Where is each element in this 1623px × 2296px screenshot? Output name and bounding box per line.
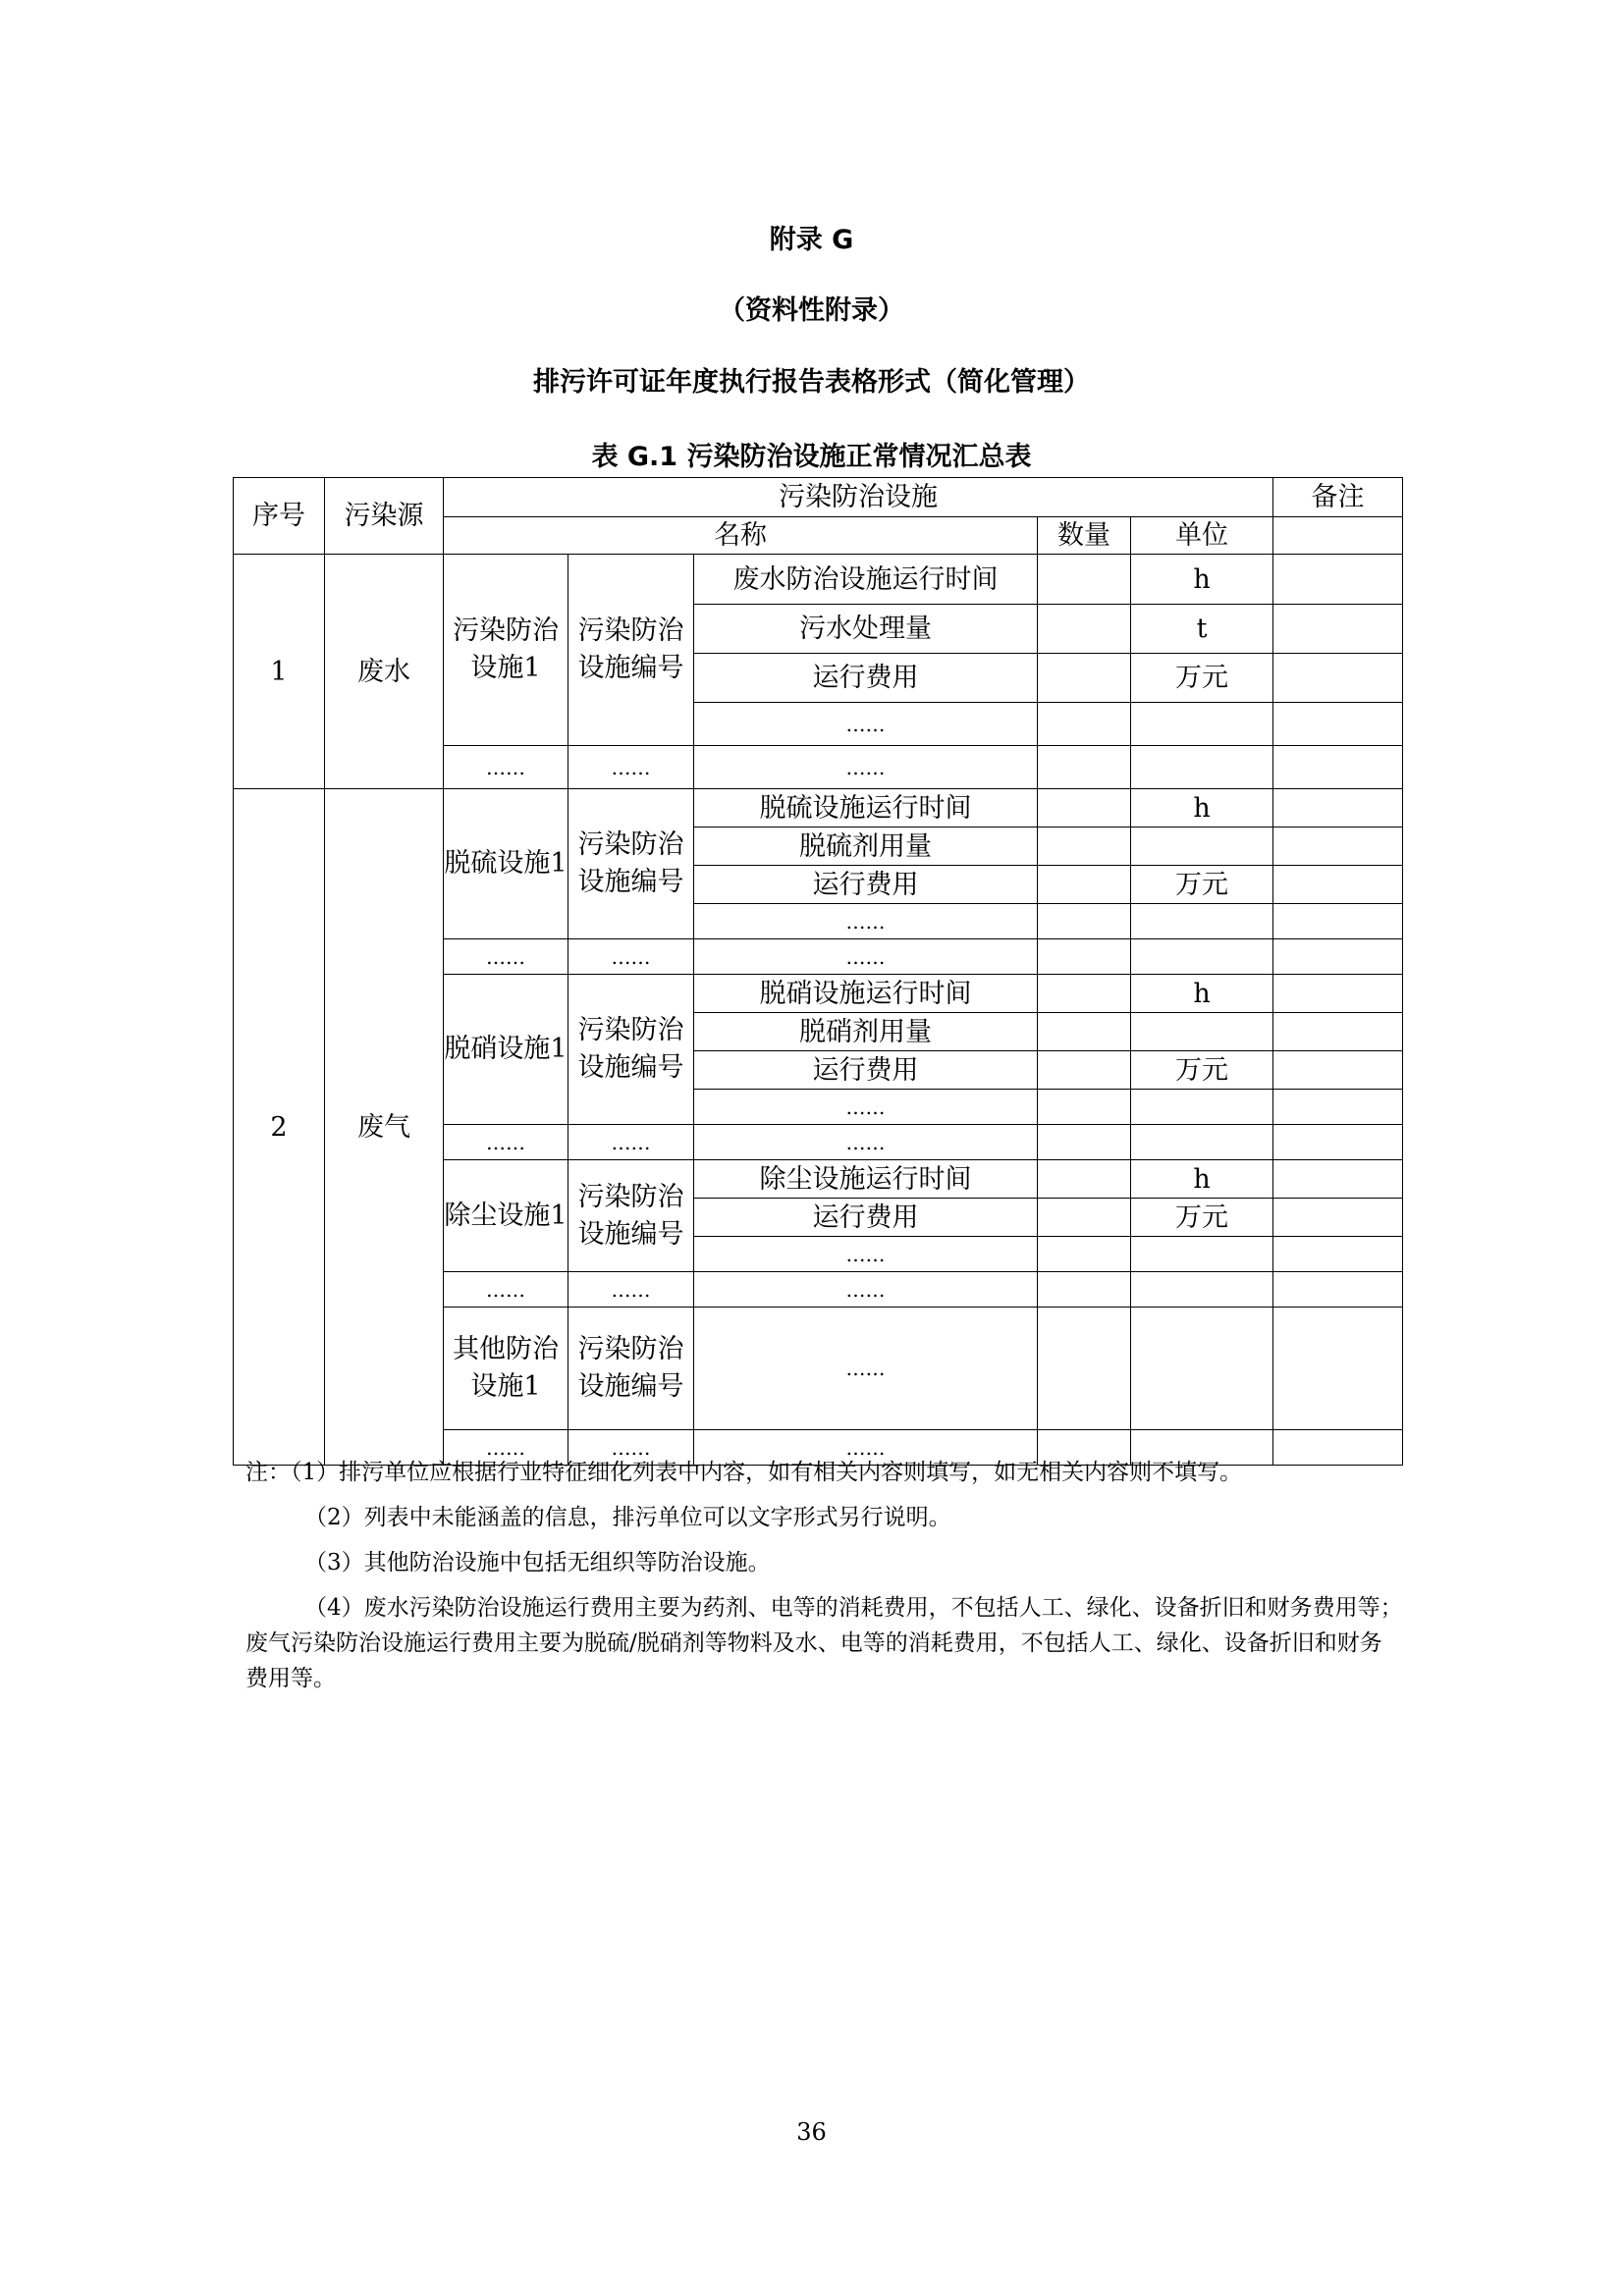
- unit-cell: 万元: [1131, 1199, 1273, 1237]
- quantity-cell: [1038, 828, 1131, 866]
- desulfurization-facility: 脱硫设施1: [444, 789, 568, 939]
- report-title: 排污许可证年度执行报告表格形式（简化管理）: [533, 367, 1090, 398]
- note-3: （3）其他防治设施中包括无组织等防治设施。: [304, 1550, 771, 1575]
- quantity-cell: [1038, 1051, 1131, 1090]
- exhaust-source: 废气: [325, 789, 444, 1466]
- dust-removal-item-runtime: 除尘设施运行时间: [694, 1160, 1038, 1199]
- unit-cell: [1131, 939, 1273, 975]
- remark-cell: [1273, 703, 1403, 746]
- desulfurization-facility-code: 污染防治设施编号: [568, 789, 694, 939]
- dust-removal-facility-code: 污染防治设施编号: [568, 1160, 694, 1272]
- unit-cell: h: [1131, 975, 1273, 1013]
- desulfurization-item-cost: 运行费用: [694, 866, 1038, 904]
- remark-cell: [1273, 1272, 1403, 1308]
- ellipsis-cell: ……: [444, 1430, 568, 1466]
- header-seq: 序号: [234, 478, 325, 555]
- ellipsis-cell: ……: [694, 1430, 1038, 1466]
- denitrification-item-cost: 运行费用: [694, 1051, 1038, 1090]
- ellipsis-cell: ……: [694, 1125, 1038, 1160]
- unit-cell: [1131, 1237, 1273, 1272]
- header-name: 名称: [444, 517, 1038, 555]
- remark-cell: [1273, 789, 1403, 828]
- quantity-cell: [1038, 904, 1131, 939]
- unit-cell: [1131, 828, 1273, 866]
- appendix-title: 附录 G: [769, 225, 854, 255]
- header-quantity: 数量: [1038, 517, 1131, 555]
- quantity-cell: [1038, 703, 1131, 746]
- unit-cell: [1131, 904, 1273, 939]
- remark-cell: [1273, 939, 1403, 975]
- ellipsis-cell: ……: [444, 746, 568, 789]
- quantity-cell: [1038, 746, 1131, 789]
- quantity-cell: [1038, 1090, 1131, 1125]
- dust-removal-item-cost: 运行费用: [694, 1199, 1038, 1237]
- remark-cell: [1273, 605, 1403, 654]
- denitrification-item-agent: 脱硝剂用量: [694, 1013, 1038, 1051]
- remark-cell: [1273, 1199, 1403, 1237]
- quantity-cell: [1038, 1013, 1131, 1051]
- unit-cell: [1131, 1272, 1273, 1308]
- quantity-cell: [1038, 1160, 1131, 1199]
- appendix-type: （资料性附录）: [719, 295, 904, 326]
- remark-cell: [1273, 1160, 1403, 1199]
- unit-cell: [1131, 1013, 1273, 1051]
- ellipsis-cell: ……: [694, 1090, 1038, 1125]
- unit-cell: t: [1131, 605, 1273, 654]
- unit-cell: h: [1131, 789, 1273, 828]
- unit-cell: [1131, 703, 1273, 746]
- header-row: [234, 478, 1403, 517]
- header-facility: 污染防治设施: [444, 478, 1273, 517]
- quantity-cell: [1038, 1199, 1131, 1237]
- denitrification-item-runtime: 脱硝设施运行时间: [694, 975, 1038, 1013]
- wastewater-item-runtime: 废水防治设施运行时间: [694, 555, 1038, 605]
- wastewater-item-cost: 运行费用: [694, 654, 1038, 703]
- ellipsis-cell: ……: [568, 746, 694, 789]
- ellipsis-cell: ……: [444, 1125, 568, 1160]
- header-source: 污染源: [325, 478, 444, 555]
- unit-cell: [1131, 746, 1273, 789]
- remark-cell: [1273, 1013, 1403, 1051]
- unit-cell: [1131, 1125, 1273, 1160]
- quantity-cell: [1038, 1308, 1131, 1430]
- wastewater-source: 废水: [325, 555, 444, 789]
- desulfurization-item-agent: 脱硫剂用量: [694, 828, 1038, 866]
- note-2: （2）列表中未能涵盖的信息，排污单位可以文字形式另行说明。: [304, 1505, 951, 1530]
- wastewater-seq: 1: [234, 555, 325, 789]
- table-notes: [245, 1455, 1404, 1696]
- quantity-cell: [1038, 1125, 1131, 1160]
- header-unit: 单位: [1131, 517, 1273, 555]
- remark-cell: [1273, 866, 1403, 904]
- quantity-cell: [1038, 654, 1131, 703]
- ellipsis-cell: ……: [568, 1430, 694, 1466]
- ellipsis-cell: ……: [694, 939, 1038, 975]
- remark-cell: [1273, 654, 1403, 703]
- page-number: 36: [796, 2118, 827, 2146]
- pollution-facility-table: [233, 477, 1403, 1466]
- remark-cell: [1273, 746, 1403, 789]
- table-row: [234, 789, 1403, 828]
- denitrification-facility-code: 污染防治设施编号: [568, 975, 694, 1125]
- remark-cell: [1273, 1308, 1403, 1430]
- wastewater-facility-code: 污染防治设施编号: [568, 555, 694, 746]
- header-remark-blank: [1273, 517, 1403, 555]
- dust-removal-facility: 除尘设施1: [444, 1160, 568, 1272]
- denitrification-facility: 脱硝设施1: [444, 975, 568, 1125]
- quantity-cell: [1038, 975, 1131, 1013]
- ellipsis-cell: ……: [694, 746, 1038, 789]
- other-facility-code: 污染防治设施编号: [568, 1308, 694, 1430]
- unit-cell: [1131, 1308, 1273, 1430]
- ellipsis-cell: ……: [568, 1272, 694, 1308]
- unit-cell: h: [1131, 555, 1273, 605]
- remark-cell: [1273, 975, 1403, 1013]
- remark-cell: [1273, 555, 1403, 605]
- ellipsis-cell: ……: [694, 1308, 1038, 1430]
- ellipsis-cell: ……: [568, 939, 694, 975]
- quantity-cell: [1038, 1272, 1131, 1308]
- unit-cell: 万元: [1131, 654, 1273, 703]
- remark-cell: [1273, 828, 1403, 866]
- remark-cell: [1273, 1125, 1403, 1160]
- note-1: 注：（1）排污单位应根据行业特征细化列表中内容，如有相关内容则填写，如无相关内容则不填写。: [245, 1460, 1243, 1485]
- remark-cell: [1273, 904, 1403, 939]
- quantity-cell: [1038, 555, 1131, 605]
- wastewater-item-volume: 污水处理量: [694, 605, 1038, 654]
- desulfurization-item-runtime: 脱硫设施运行时间: [694, 789, 1038, 828]
- quantity-cell: [1038, 939, 1131, 975]
- table-title: 表 G.1 污染防治设施正常情况汇总表: [591, 442, 1032, 472]
- ellipsis-cell: ……: [568, 1125, 694, 1160]
- unit-cell: 万元: [1131, 866, 1273, 904]
- note-4: （4）废水污染防治设施运行费用主要为药剂、电等的消耗费用，不包括人工、绿化、设备折旧和财务费用等；废气污染防治设施运行费用主要为脱硫/脱硝剂等物料及水、电等的消耗费用，不包括人工、绿化、设备折旧和财务费用等。: [245, 1595, 1403, 1691]
- quantity-cell: [1038, 789, 1131, 828]
- ellipsis-cell: ……: [694, 1272, 1038, 1308]
- unit-cell: h: [1131, 1160, 1273, 1199]
- wastewater-facility: 污染防治设施1: [444, 555, 568, 746]
- ellipsis-cell: ……: [694, 703, 1038, 746]
- quantity-cell: [1038, 866, 1131, 904]
- quantity-cell: [1038, 605, 1131, 654]
- other-facility: 其他防治设施1: [444, 1308, 568, 1430]
- remark-cell: [1273, 1090, 1403, 1125]
- quantity-cell: [1038, 1237, 1131, 1272]
- remark-cell: [1273, 1051, 1403, 1090]
- exhaust-seq: 2: [234, 789, 325, 1466]
- header-remark: 备注: [1273, 478, 1403, 517]
- unit-cell: [1131, 1090, 1273, 1125]
- unit-cell: 万元: [1131, 1051, 1273, 1090]
- ellipsis-cell: ……: [694, 904, 1038, 939]
- remark-cell: [1273, 1237, 1403, 1272]
- ellipsis-cell: ……: [444, 1272, 568, 1308]
- table-row: [234, 555, 1403, 605]
- ellipsis-cell: ……: [444, 939, 568, 975]
- ellipsis-cell: ……: [694, 1237, 1038, 1272]
